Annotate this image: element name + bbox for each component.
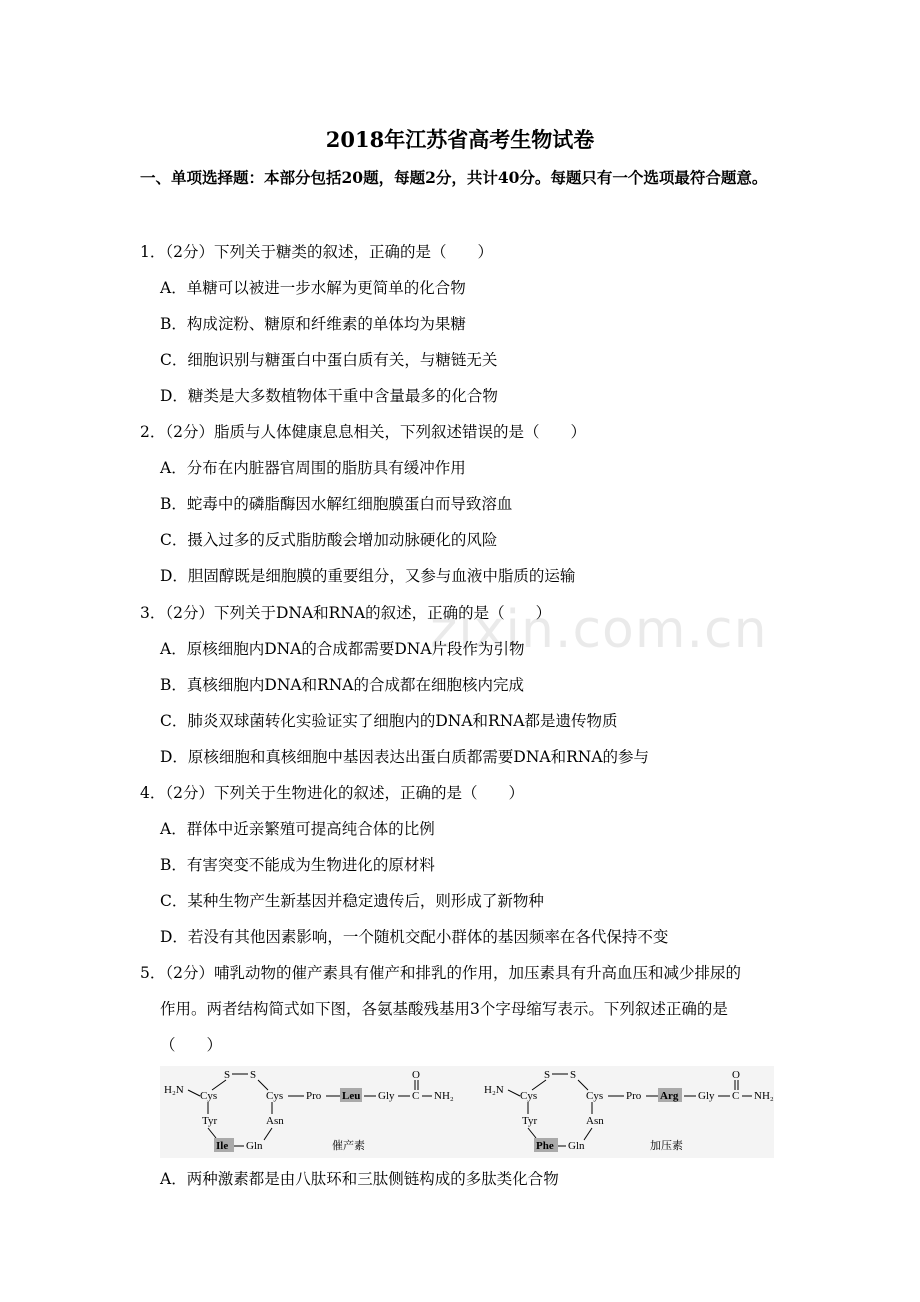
oxytocin-label: 催产素 xyxy=(332,1140,365,1152)
residue: Cys xyxy=(586,1090,604,1102)
question-5-stem-line3: （ ） xyxy=(160,1036,223,1054)
question-1-option-d: D．糖类是大多数植物体干重中含量最多的化合物 xyxy=(160,387,498,405)
residue: Cys xyxy=(520,1090,538,1102)
residue: Tyr xyxy=(522,1115,538,1127)
residue: O xyxy=(412,1069,420,1081)
question-3-option-a: A．原核细胞内DNA的合成都需要DNA片段作为引物 xyxy=(160,640,525,658)
residue: C xyxy=(412,1090,420,1102)
residue: Gly xyxy=(698,1090,715,1102)
vasopressin-label: 加压素 xyxy=(650,1140,683,1152)
question-5-stem-line2: 作用。两者结构简式如下图，各氨基酸残基用3个字母缩写表示。下列叙述正确的是 xyxy=(160,1000,728,1018)
residue: Asn xyxy=(586,1115,604,1127)
residue: H₂N xyxy=(164,1084,184,1096)
question-3-stem: 3．（2分）下列关于DNA和RNA的叙述，正确的是（ ） xyxy=(140,604,552,622)
residue: Cys xyxy=(200,1090,218,1102)
question-2-option-b: B．蛇毒中的磷脂酶因水解红细胞膜蛋白而导致溶血 xyxy=(160,495,513,513)
question-2-stem: 2．（2分）脂质与人体健康息息相关，下列叙述错误的是（ ） xyxy=(140,423,586,441)
residue: Tyr xyxy=(202,1115,218,1127)
residue: Gln xyxy=(568,1140,585,1152)
question-3-option-c: C．肺炎双球菌转化实验证实了细胞内的DNA和RNA都是遗传物质 xyxy=(160,712,618,730)
residue: S xyxy=(570,1069,577,1081)
question-1-stem: 1．（2分）下列关于糖类的叙述，正确的是（ ） xyxy=(140,243,493,261)
question-4-option-a: A．群体中近亲繁殖可提高纯合体的比例 xyxy=(160,820,435,838)
page-title: 2018年江苏省高考生物试卷 xyxy=(325,127,595,152)
residue: C xyxy=(732,1090,740,1102)
residue: S xyxy=(544,1069,551,1081)
residue: S xyxy=(250,1069,257,1081)
residue: NH₂ xyxy=(754,1090,774,1102)
residue: Cys xyxy=(266,1090,284,1102)
question-1-option-c: C．细胞识别与糖蛋白中蛋白质有关，与糖链无关 xyxy=(160,351,498,369)
question-4-option-b: B．有害突变不能成为生物进化的原材料 xyxy=(160,856,435,874)
residue: Asn xyxy=(266,1115,284,1127)
residue: Gly xyxy=(378,1090,395,1102)
residue: Pro xyxy=(626,1090,642,1102)
question-3-option-d: D．原核细胞和真核细胞中基因表达出蛋白质都需要DNA和RNA的参与 xyxy=(160,748,650,766)
residue: S xyxy=(224,1069,231,1081)
question-3-option-b: B．真核细胞内DNA和RNA的合成都在细胞核内完成 xyxy=(160,676,525,694)
residue: Leu xyxy=(342,1090,361,1102)
question-4-stem: 4．（2分）下列关于生物进化的叙述，正确的是（ ） xyxy=(140,784,524,802)
question-2-option-c: C．摄入过多的反式脂肪酸会增加动脉硬化的风险 xyxy=(160,531,498,549)
question-4-option-d: D．若没有其他因素影响，一个随机交配小群体的基因频率在各代保持不变 xyxy=(160,928,669,946)
residue: Ile xyxy=(216,1140,229,1152)
question-4-option-c: C．某种生物产生新基因并稳定遗传后，则形成了新物种 xyxy=(160,892,544,910)
question-2-option-a: A．分布在内脏器官周围的脂肪具有缓冲作用 xyxy=(160,459,466,477)
question-1-option-a: A．单糖可以被进一步水解为更简单的化合物 xyxy=(160,279,466,297)
residue: Pro xyxy=(306,1090,322,1102)
residue: O xyxy=(732,1069,740,1081)
residue: Phe xyxy=(536,1140,554,1152)
residue: NH₂ xyxy=(434,1090,454,1102)
question-2-option-d: D．胆固醇既是细胞膜的重要组分，又参与血液中脂质的运输 xyxy=(160,567,576,585)
residue: Gln xyxy=(246,1140,263,1152)
hormone-structure-diagram xyxy=(160,1066,774,1158)
question-1-option-b: B．构成淀粉、糖原和纤维素的单体均为果糖 xyxy=(160,315,466,333)
question-5-stem-line1: 5．（2分）哺乳动物的催产素具有催产和排乳的作用，加压素具有升高血压和减少排尿的 xyxy=(140,964,741,982)
residue: Arg xyxy=(660,1090,679,1102)
watermark: zixin.com.cn xyxy=(430,600,768,660)
section-header: 一、单项选择题：本部分包括20题，每题2分，共计40分。每题只有一个选项最符合题意。 xyxy=(140,168,768,187)
question-5-option-a: A．两种激素都是由八肽环和三肽侧链构成的多肽类化合物 xyxy=(160,1170,559,1188)
residue: H₂N xyxy=(484,1084,504,1096)
